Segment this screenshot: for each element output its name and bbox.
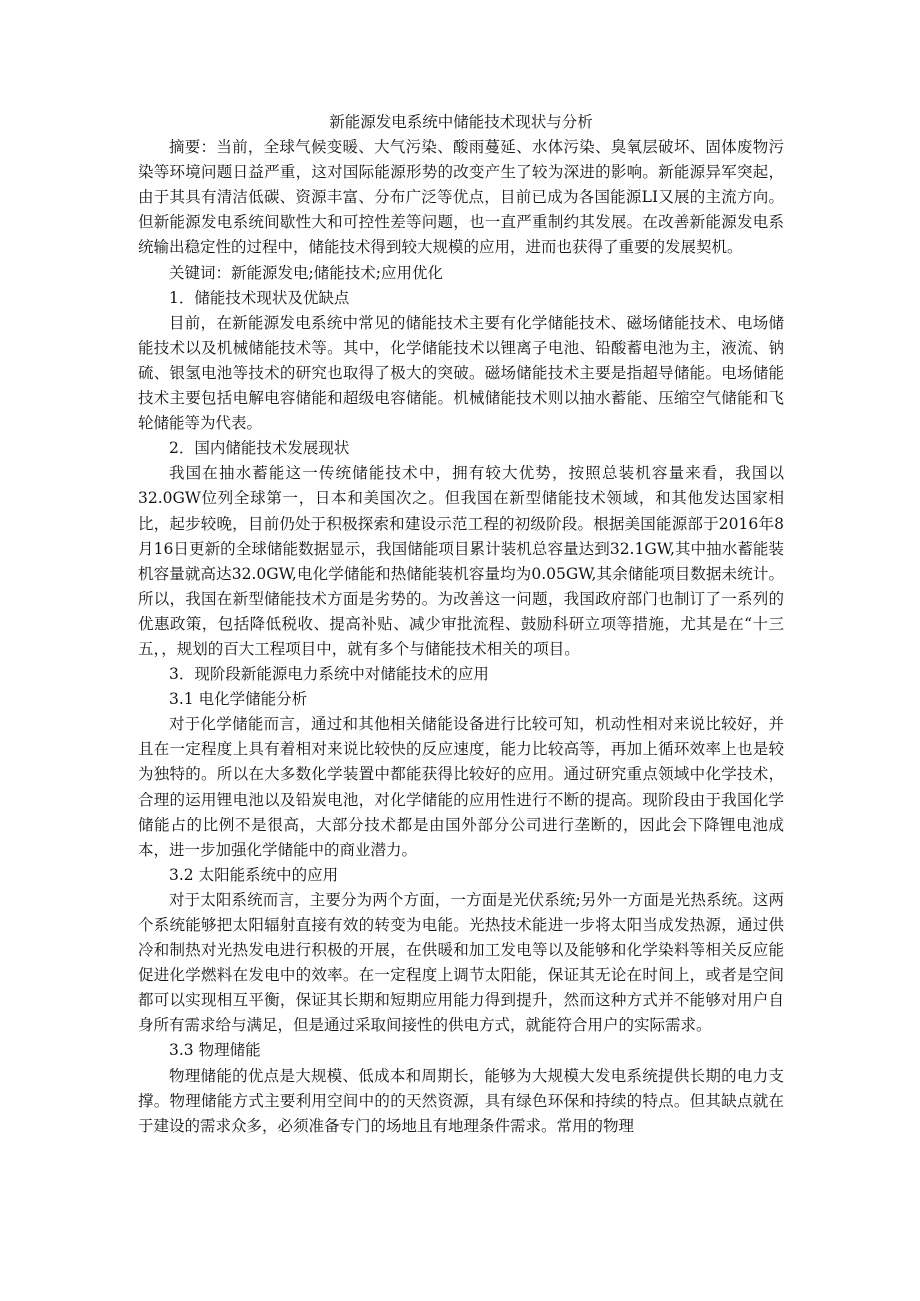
section-heading-3-1: 3.1 电化学储能分析: [169, 690, 308, 709]
section-2-paragraph: 我国在抽水蓄能这一传统储能技术中，拥有较大优势，按照总装机容量来看，我国以32.0GW位列全球第一，日本和美国次之。但我国在新型储能技术领域，和其他发达国家相比，起步较晚，目前仍处于积极探索和建设示范工程的初级阶段。根据美国能源部于2016年8月16日更新的全球储能数据显示，我国储能项目累计装机总容量达到32.1GW,其中抽水蓄能装机容量就高达32.0GW,电化学储能和热储能装机容量均为0.05GW,其余储能项目数据未统计。所以，我国在新型储能技术方面是劣势的。为改善这一问题，我国政府部门也制订了一系列的优惠政策，包括降低税收、提高补贴、减少审批流程、鼓励科研立项等措施，尤其是在“十三五，，规划的百大工程项目中，就有多个与储能技术相关的项目。: [138, 464, 784, 658]
section-3-1-paragraph: 对于化学储能而言，通过和其他相关储能设备进行比较可知，机动性相对来说比较好，并且在一定程度上具有着相对来说比较快的反应速度，能力比较高等，再加上循环效率上也是较为独特的。所以在大多数化学装置中都能获得比较好的应用。通过研究重点领域中化学技术，合理的运用锂电池以及铅炭电池，对化学储能的应用性进行不断的提高。现阶段由于我国化学储能占的比例不是很高，大部分技术都是由国外部分公司进行垄断的，因此会下降锂电池成本，进一步加强化学储能中的商业潜力。: [138, 715, 784, 859]
section-heading-2: 2．国内储能技术发展现状: [169, 439, 350, 458]
section-heading-3-2: 3.2 太阳能系统中的应用: [169, 865, 339, 884]
section-3-2-paragraph: 对于太阳系统而言，主要分为两个方面，一方面是光伏系统;另外一方面是光热系统。这两个系统能够把太阳辐射直接有效的转变为电能。光热技术能进一步将太阳当成发热源，通过供冷和制热对光热发电进行积极的开展，在供暖和加工发电等以及能够和化学染料等相关反应能促进化学燃料在发电中的效率。在一定程度上调节太阳能，保证其无论在时间上，或者是空间都可以实现相互平衡，保证其长期和短期应用能力得到提升，然而这种方式并不能够对用户自身所有需求给与满足，但是通过采取间接性的供电方式，就能符合用户的实际需求。: [138, 890, 784, 1035]
abstract-paragraph: 摘要：当前，全球气候变暖、大气污染、酸雨蔓延、水体污染、臭氧层破坏、固体废物污染等环境问题日益严重，这对国际能源形势的改变产生了较为深进的影响。新能源异军突起，由于其具有清洁低碳、资源丰富、分布广泛等优点，目前已成为各国能源LI又展的主流方向。但新能源发电系统间歇性大和可控性差等问题，也一直严重制约其发展。在改善新能源发电系统输出稳定性的过程中，储能技术得到较大规模的应用，进而也获得了重要的发展契机。: [138, 138, 784, 257]
document-page: [138, 110, 784, 1139]
document-title: 新能源发电系统中储能技术现状与分析: [329, 113, 593, 131]
section-1-paragraph: 目前，在新能源发电系统中常见的储能技术主要有化学储能技术、磁场储能技术、电场储能技术以及机械储能技术等。其中，化学储能技术以锂离子电池、铅酸蓄电池为主，液流、钠硫、银氢电池等技术的研究也取得了极大的突破。磁场储能技术主要是指超导储能。电场储能技术主要包括电解电容储能和超级电容储能。机械储能技术则以抽水蓄能、压缩空气储能和飞轮储能等为代表。: [138, 313, 784, 433]
section-heading-1: 1．储能技术现状及优缺点: [169, 288, 350, 307]
keywords-line: 关键词：新能源发电;储能技术;应用优化: [169, 263, 443, 282]
section-heading-3-3: 3.3 物理储能: [169, 1041, 261, 1060]
section-3-3-paragraph: 物理储能的优点是大规模、低成本和周期长，能够为大规模大发电系统提供长期的电力支撑。物理储能方式主要利用空间中的的天然资源，具有绿色环保和持续的特点。但其缺点就在于建设的需求众多，必须准备专门的场地且有地理条件需求。常用的物理: [138, 1066, 784, 1135]
section-heading-3: 3．现阶段新能源电力系统中对储能技术的应用: [169, 665, 489, 684]
